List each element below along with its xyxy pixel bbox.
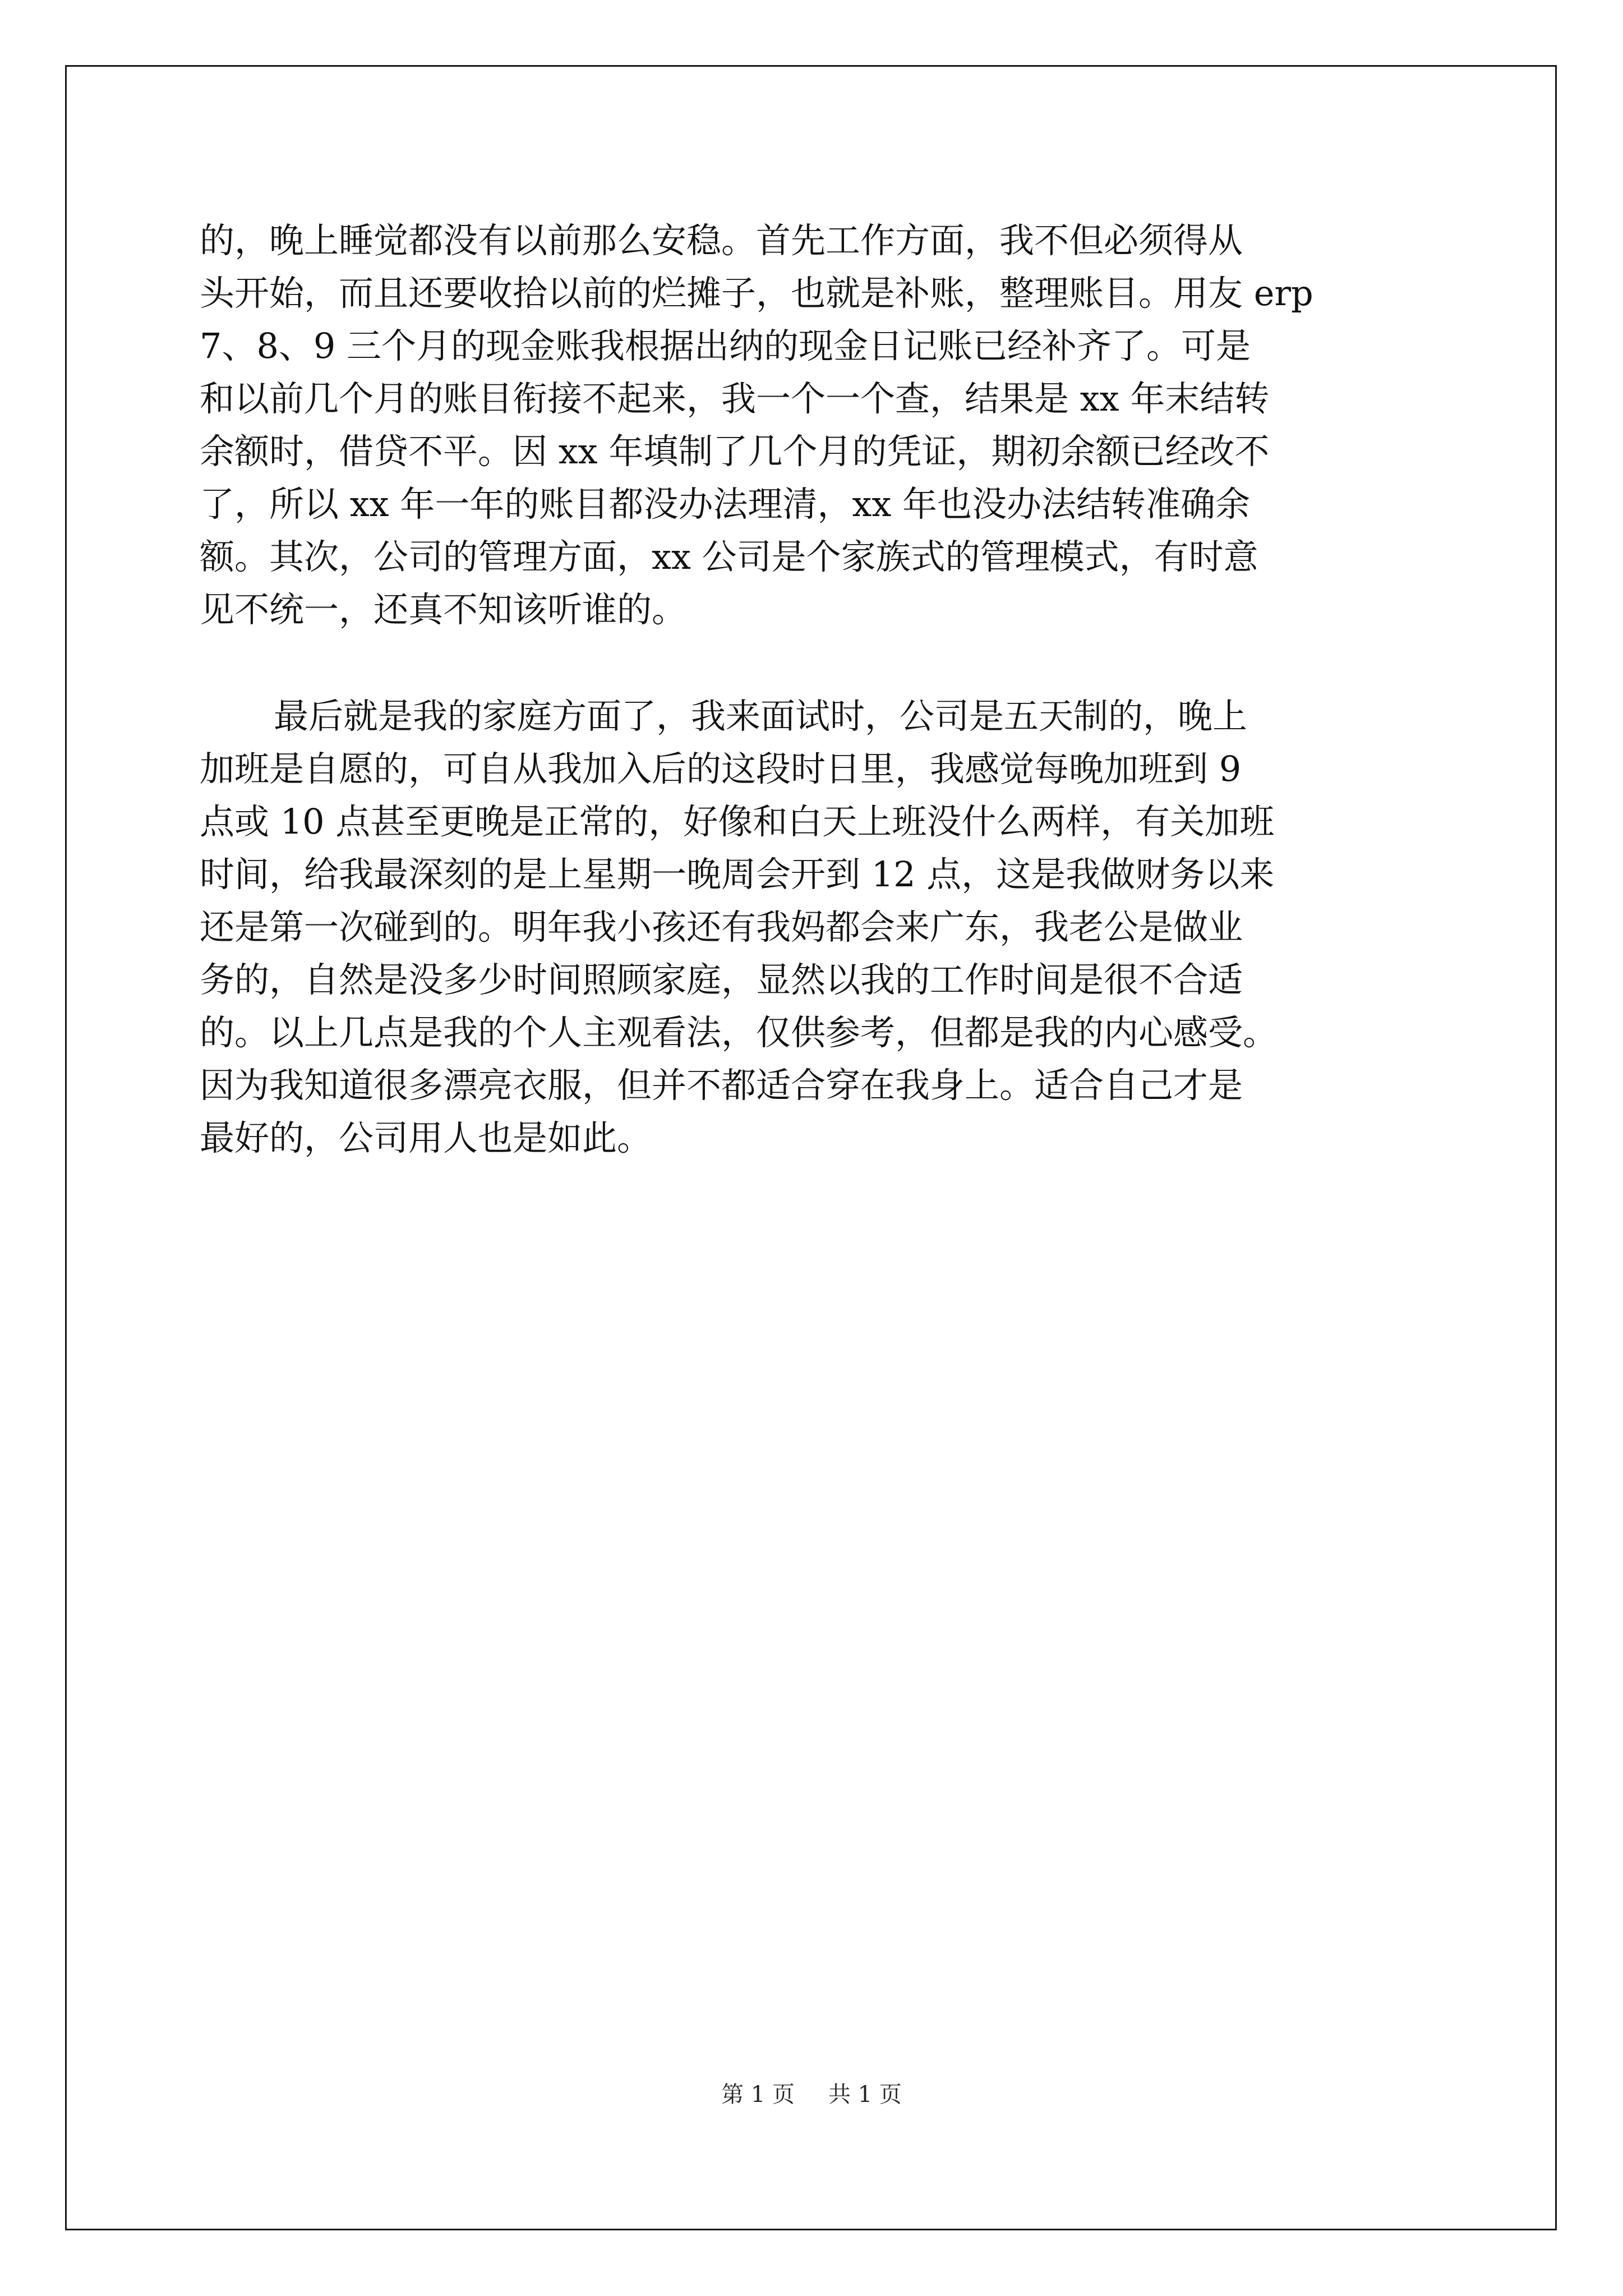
text-line: 了，所以 xx 年一年的账目都没办法理清，xx 年也没办法结转准确余 <box>200 484 1250 524</box>
text-line: 时间，给我最深刻的是上星期一晚周会开到 12 点，这是我做财务以来 <box>200 854 1275 895</box>
page-footer <box>0 2077 1623 2109</box>
paragraph-1 <box>200 214 1433 636</box>
text-line: 点或 10 点甚至更晚是正常的，好像和白天上班没什么两样，有关加班 <box>200 801 1275 842</box>
paragraph-spacer <box>200 636 1433 690</box>
page-total: 共 1 页 <box>828 2082 902 2108</box>
text-line: 额。其次，公司的管理方面，xx 公司是个家族式的管理模式，有时意 <box>200 536 1258 577</box>
page-number: 第 1 页 <box>721 2082 795 2108</box>
text-line: 余额时，借贷不平。因 xx 年填制了几个月的凭证，期初余额已经改不 <box>200 431 1270 472</box>
document-body <box>200 214 1433 1165</box>
text-line: 最后就是我的家庭方面了，我来面试时，公司是五天制的，晚上 <box>274 696 1248 737</box>
text-line: 和以前几个月的账目衔接不起来，我一个一个查，结果是 xx 年末结转 <box>200 378 1270 419</box>
text-line: 的。以上几点是我的个人主观看法，仅供参考，但都是我的内心感受。 <box>200 1012 1278 1053</box>
paragraph-2 <box>200 690 1433 1165</box>
text-line: 因为我知道很多漂亮衣服，但并不都适合穿在我身上。适合自己才是 <box>200 1065 1243 1106</box>
text-line: 还是第一次碰到的。明年我小孩还有我妈都会来广东，我老公是做业 <box>200 907 1243 947</box>
text-line: 见不统一，还真不知该听谁的。 <box>200 589 687 630</box>
text-line: 7、8、9 三个月的现金账我根据出纳的现金日记账已经补齐了。可是 <box>200 325 1251 366</box>
text-line: 加班是自愿的，可自从我加入后的这段时日里，我感觉每晚加班到 9 <box>200 748 1242 789</box>
text-line: 务的，自然是没多少时间照顾家庭，显然以我的工作时间是很不合适 <box>200 959 1243 1000</box>
text-line: 头开始，而且还要收拾以前的烂摊子，也就是补账，整理账目。用友 erp <box>200 273 1313 314</box>
text-line: 最好的，公司用人也是如此。 <box>200 1117 652 1158</box>
text-line: 的，晚上睡觉都没有以前那么安稳。首先工作方面，我不但必须得从 <box>200 220 1243 261</box>
